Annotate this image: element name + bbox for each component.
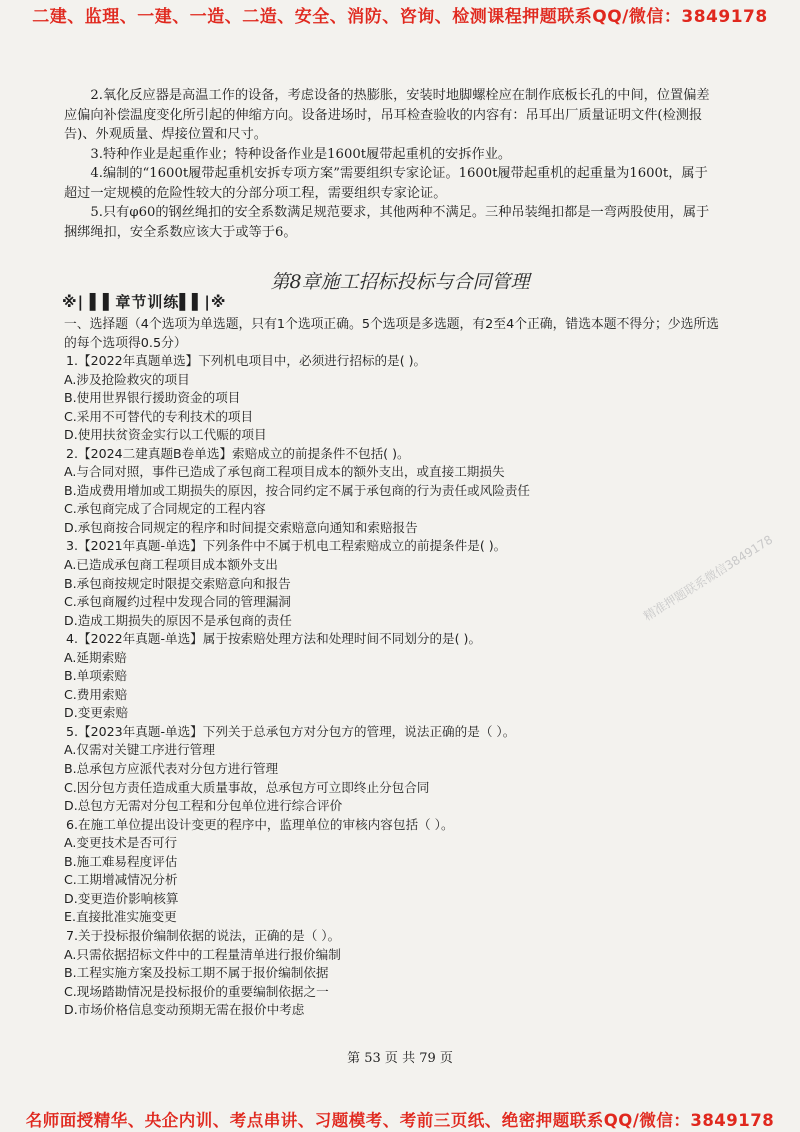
answer-option: B.造成费用增加或工期损失的原因，按合同约定不属于承包商的行为责任或风险责任	[64, 482, 531, 498]
question-stem: 4.【2022年真题-单选】属于按索赔处理方法和处理时间不同划分的是( )。	[66, 631, 482, 647]
answer-option: A.延期索赔	[64, 649, 127, 665]
answer-option: D.市场价格信息变动预期无需在报价中考虑	[64, 1002, 305, 1018]
answer-option: D.使用扶贫资金实行以工代赈的项目	[64, 427, 267, 443]
answer-paragraph-5: 5.只有φ60的钢丝绳扣的安全系数满足规范要求，其他两种不满足。三种吊装绳扣都是一弯两股使用，属于捆绑绳扣，安全系数应该大于或等于6。	[64, 205, 710, 240]
answer-option: C.承包商履约过程中发现合同的管理漏洞	[64, 594, 291, 610]
section-intro: 一、选择题（4个选项为单选题，只有1个选项正确。5个选项是多选题，有2至4个正确，错选本题不得分；少选所选的每个选项得0.5分）	[64, 317, 719, 351]
answer-option: C.承包商完成了合同规定的工程内容	[64, 501, 266, 517]
question-stem: 3.【2021年真题-单选】下列条件中不属于机电工程索赔成立的前提条件是( )。	[66, 538, 507, 554]
answer-option: B.工程实施方案及投标工期不属于报价编制依据	[64, 965, 329, 981]
answer-option: A.仅需对关键工序进行管理	[64, 742, 215, 758]
answer-option: C.现场踏勘情况是投标报价的重要编制依据之一	[64, 983, 329, 999]
answer-option: D.承包商按合同规定的程序和时间提交索赔意向通知和索赔报告	[64, 519, 418, 535]
answer-option: B.总承包方应派代表对分包方进行管理	[64, 761, 279, 777]
answer-option: D.变更造价影响核算	[64, 890, 179, 906]
answer-paragraph-3: 3.特种作业是起重作业；特种设备作业是1600t履带起重机的安拆作业。	[90, 147, 512, 162]
question-stem: 5.【2023年真题-单选】下列关于总承包方对分包方的管理，说法正确的是（ ）。	[66, 723, 516, 739]
answer-option: B.承包商按规定时限提交索赔意向和报告	[64, 575, 291, 591]
answer-option: A.与合同对照，事件已造成了承包商工程项目成本的额外支出，或直接工期损失	[64, 464, 505, 480]
question-list	[64, 352, 754, 1020]
question-stem: 7.关于投标报价编制依据的说法，正确的是（ ）。	[66, 927, 341, 943]
top-banner: 二建、监理、一建、一造、二造、安全、消防、咨询、检测课程押题联系QQ/微信：3849178	[32, 7, 768, 27]
question-stem: 1.【2022年真题单选】下列机电项目中，必须进行招标的是( )。	[66, 353, 427, 368]
section-title: ※|▐ ▌章节训练▌▌|※	[62, 293, 227, 311]
answer-option: B.施工难易程度评估	[64, 853, 178, 869]
question-stem: 2.【2024二建真题B卷单选】索赔成立的前提条件不包括( )。	[66, 445, 410, 461]
answer-paragraph-2: 2.氧化反应器是高温工作的设备，考虑设备的热膨胀，安装时地脚螺栓应在制作底板长孔的中间，位置偏差应偏向补偿温度变化所引起的伸缩方向。设备进场时，吊耳检查验收的内容有：吊耳出厂质量证明文件(检测报告)、外观质量、焊接位置和尺寸。	[64, 88, 710, 142]
page-number: 第 53 页 共 79 页	[347, 1051, 453, 1066]
answer-option: E.直接批准实施变更	[64, 909, 177, 925]
answer-option: A.涉及抢险救灾的项目	[64, 371, 190, 387]
answer-option: C.工期增减情况分析	[64, 872, 178, 888]
answer-option: A.只需依据招标文件中的工程量清单进行报价编制	[64, 946, 341, 962]
question-stem: 6.在施工单位提出设计变更的程序中，监理单位的审核内容包括（ ）。	[66, 816, 454, 832]
answer-option: B.单项索赔	[64, 668, 128, 684]
answer-paragraph-4: 4.编制的“1600t履带起重机安拆专项方案”需要组织专家论证。1600t履带起重机的起重量为1600t，属于超过一定规模的危险性较大的分部分项工程，需要组织专家论证。	[64, 166, 708, 201]
answer-option: C.因分包方责任造成重大质量事故，总承包方可立即终止分包合同	[64, 779, 430, 795]
answer-option: D.变更索赔	[64, 705, 129, 721]
watermark: 精准押题联系微信3849178	[641, 532, 776, 624]
answer-option: A.已造成承包商工程项目成本额外支出	[64, 557, 278, 573]
answer-option: C.采用不可替代的专利技术的项目	[64, 408, 254, 424]
answer-option: A.变更技术是否可行	[64, 835, 178, 851]
answer-option: C.费用索赔	[64, 686, 128, 702]
chapter-title: 第8章施工招标投标与合同管理	[270, 271, 530, 293]
answer-option: B.使用世界银行援助资金的项目	[64, 390, 241, 406]
bottom-banner: 名师面授精华、央企内训、考点串讲、习题模考、考前三页纸、绝密押题联系QQ/微信：3849178	[25, 1111, 775, 1130]
answer-option: D.造成工期损失的原因不是承包商的责任	[64, 612, 292, 628]
answer-option: D.总包方无需对分包工程和分包单位进行综合评价	[64, 798, 343, 814]
